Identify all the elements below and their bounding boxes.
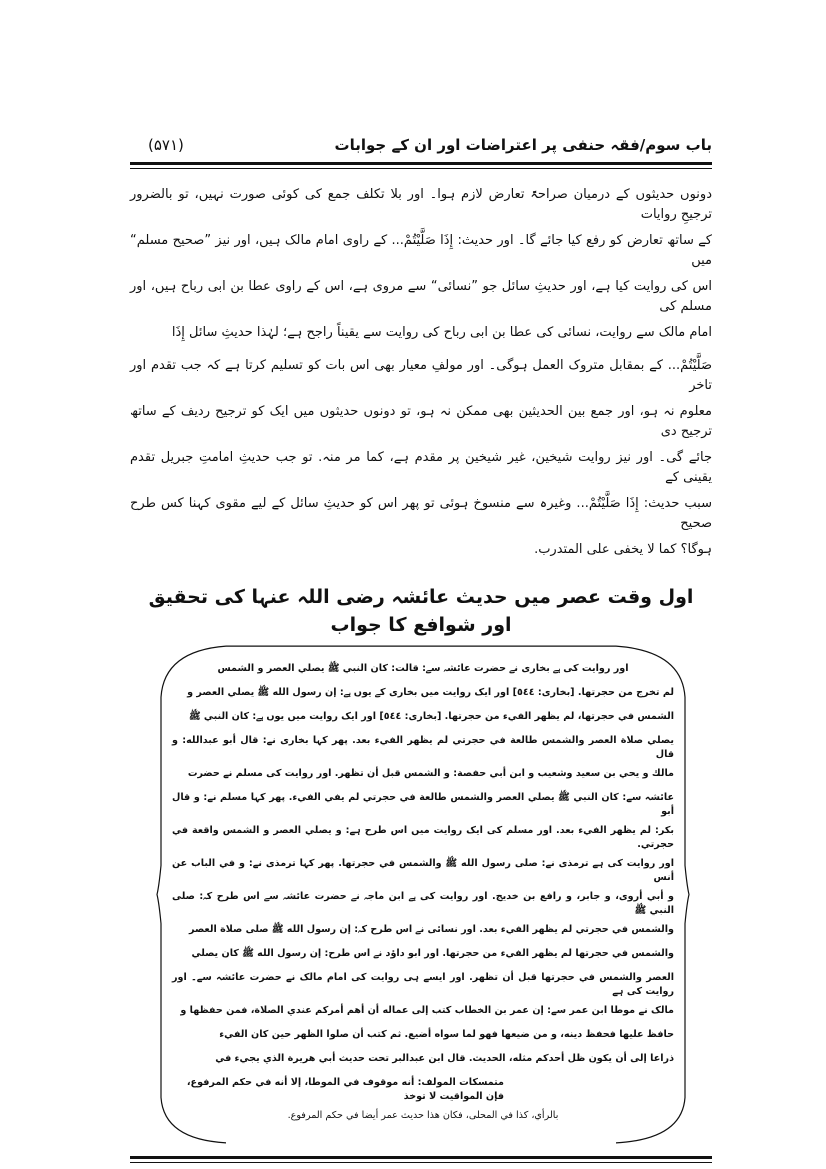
box-line: اور روایت کی ہے ترمذی نے: صلى رسول الله ﷺ والشمس في حجرتها. پھر کہا ترمذی نے: و في الباب عن أنس: [172, 858, 674, 883]
body-text: [130, 179, 712, 567]
body-line: ہوگا؟ کما لا یخفی علی المتدرب.: [534, 542, 712, 557]
box-line: ذراعا إلى أن يكون ظل أحدكم مثله، الحديث. قال ابن عبدالبر تحت حديث أبي هريرة الذي يجيء في: [215, 1053, 674, 1064]
box-line: مالك و يحي بن سعيد وشعيب و ابن أبي حفصة: و الشمس قبل أن تظهر. اور روایت کی مسلم نے حضرت: [187, 768, 674, 779]
footer-rules: [130, 1156, 712, 1163]
footer-rule-thin: [130, 1162, 712, 1163]
box-line: والشمس في حجرتي لم يظهر الفيء بعد. اور نسائی نے اس طرح کہ: إن رسول الله ﷺ صلى صلاة العصر: [189, 924, 674, 935]
box-line: حافظ عليها فحفظ دينه، و من ضيعها فهو لما سواه أضيع. ثم كتب أن صلوا الظهر حين كان الفيء: [219, 1029, 674, 1040]
body-line: جائے گی۔ اور نیز روایت شیخین، غیر شیخین پر مقدم ہے، کما مر منہ. تو جب حدیثِ امامتِ جبریل تقدم یقینی کے: [130, 450, 712, 485]
header-rule-thin: [130, 168, 712, 169]
page: [130, 0, 712, 1163]
box-line: عائشہ سے: كان النبي ﷺ يصلي العصر والشمس طالعة في حجرتي لم يفي الفيء. پھر کہا مسلم نے: و قال أبو: [172, 792, 674, 817]
box-line: متمسكات المولف: أنه موقوف في الموطا، إلا أنه في حكم المرفوع، فإن المواقيت لا توخذ: [186, 1077, 504, 1102]
chapter-title: باب سوم/فقہ حنفی پر اعتراضات اور ان کے جوابات: [334, 136, 712, 154]
box-line: الشمس في حجرتها، لم يظهر الفيء من حجرتها. [بخاری: ٥٤٤] اور ایک روایت میں یوں ہے: كان النبي ﷺ: [188, 711, 674, 722]
body-line: دونوں حدیثوں کے درمیان صراحۃً تعارض لازم ہوا۔ اور بلا تکلف جمع کی کوئی صورت نہیں، تو بالضرور ترجیحِ روایات: [130, 187, 712, 222]
box-line: مالک نے موطا ابن عمر سے: إن عمر بن الخطاب كتب إلى عماله أن أهم أمركم عندي الصلاة، فمن حفظها و: [180, 1005, 674, 1016]
body-line: کے ساتھ تعارض کو رفع کیا جائے گا۔ اور حدیث: إِذَا صَلَّيْتُمْ... کے راوی امام مالک ہیں، اور نیز ”صحیح مسلم“ میں: [130, 233, 712, 268]
body-line: اس کی روایت کیا ہے، اور حدیثِ سائل جو ”نسائی“ سے مروی ہے، اس کے راوی عطا بن ابی رباح ہیں، اور مسلم کی: [130, 279, 712, 314]
box-line: يصلي صلاة العصر والشمس طالعة في حجرتي لم يظهر الفيء بعد. پھر کہا بخاری نے: قال أبو عبدالله: و قال: [172, 735, 674, 760]
section-title: اول وقت عصر میں حدیث عائشہ رضی اللہ عنہا کی تحقیق اور شوافع کا جواب: [148, 586, 694, 636]
box-line: اور روایت کی ہے بخاری نے حضرت عائشہ سے: قالت: كان النبي ﷺ يصلي العصر و الشمس: [217, 663, 629, 674]
footer-rule-thick: [130, 1156, 712, 1159]
header-rule-thick: [130, 162, 712, 165]
box-line: العصر والشمس في حجرتها قبل أن تظهر. اور ایسے ہی روایت کی امام مالک نے حضرت عائشہ سے۔ اور روایت کی ہے: [172, 972, 674, 997]
body-line: امام مالک سے روایت، نسائی کی عطا بن ابی رباح کی روایت سے یقیناً راجح ہے؛ لہٰذا حدیثِ سائل إِذَا: [171, 325, 712, 340]
page-header: [130, 136, 712, 154]
box-line: و أبي أروى، و جابر، و رافع بن خديج. اور روایت کی ہے ابن ماجہ نے حضرت عائشہ سے اس طرح کہ: صلى النبي ﷺ: [172, 891, 674, 916]
box-line: بكر: لم يظهر الفيء بعد. اور مسلم کی ایک روایت میں اس طرح ہے: و يصلي العصر و الشمس واقعة في حجرتي.: [172, 825, 674, 850]
body-line: سبب حدیث: إِذَا صَلَّيْتُمْ... وغیرہ سے منسوخ ہوئی تو پھر اس کو حدیثِ سائل کے لیے مقوی کہنا کس طرح صحیح: [130, 496, 712, 531]
box-line: والشمس في حجرتها لم يظهر الفيء من حجرتها. اور ابو داؤد نے اس طرح: إن رسول الله ﷺ كان يصلي: [191, 948, 674, 959]
quote-box: [156, 645, 690, 1144]
body-line: صَلَّيْتُمْ... کے بمقابل متروک العمل ہوگی۔ اور مولفِ معیار بھی اس بات کو تسلیم کرتا ہے کہ جب تقدم اور تاخر: [130, 358, 712, 393]
body-line: معلوم نہ ہو، اور جمع بین الحدیثین بھی ممکن نہ ہو، تو دونوں حدیثوں میں ایک کو ترجیح ردیف کے ساتھ ترجیح دی: [130, 404, 712, 439]
page-number: (۵۷۱): [148, 136, 184, 154]
box-line: لم تخرج من حجرتها. [بخاری: ٥٤٤] اور ایک روایت میں بخاری کے یوں ہے: إن رسول الله ﷺ يصلي العصر و: [187, 687, 674, 698]
box-line: بالرأي، كذا في المحلى، فكان هذا حديث عمر أيضا في حكم المرفوع.: [287, 1110, 559, 1121]
